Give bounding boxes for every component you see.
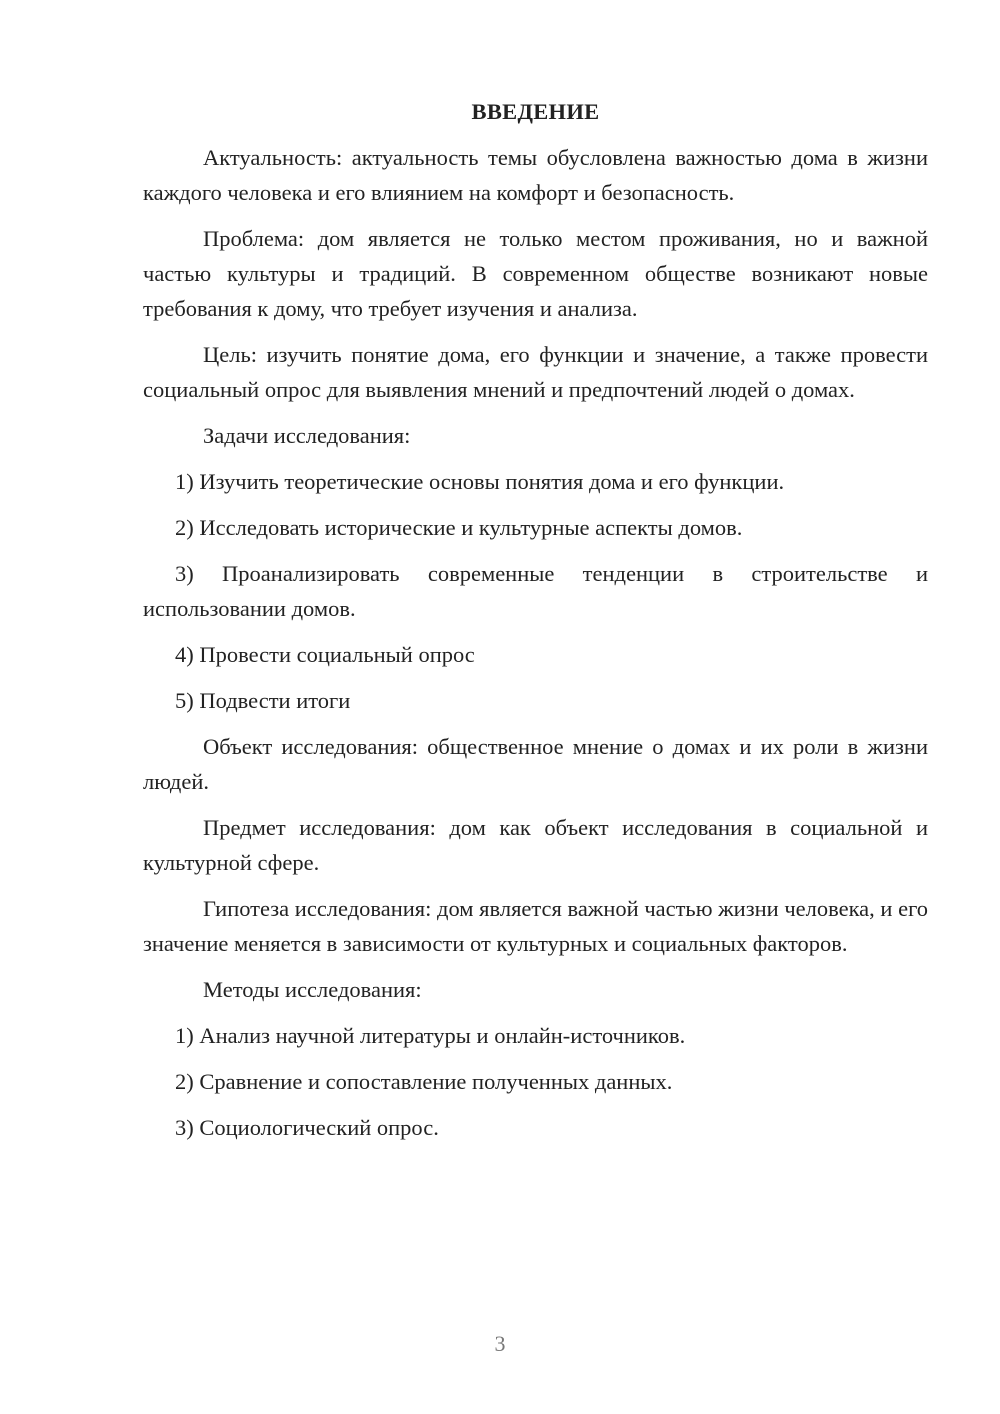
object-paragraph: Объект исследования: общественное мнение о домах и их роли в жизни людей. xyxy=(143,734,928,794)
method-item-1: 1) Анализ научной литературы и онлайн-источников. xyxy=(175,1023,686,1048)
tasks-heading: Задачи исследования: xyxy=(203,423,411,448)
hypothesis-paragraph: Гипотеза исследования: дом является важной частью жизни человека, и его значение меняется в зависимости от культурных и социальных факторов. xyxy=(143,896,928,956)
subject-paragraph: Предмет исследования: дом как объект исследования в социальной и культурной сфере. xyxy=(143,815,928,875)
task-item-2: 2) Исследовать исторические и культурные аспекты домов. xyxy=(175,515,743,540)
section-title: ВВЕДЕНИЕ xyxy=(471,99,600,124)
problem-paragraph: Проблема: дом является не только местом проживания, но и важной частью культуры и традиций. В современном обществе возникают новые требования к дому, что требует изучения и анализа. xyxy=(143,226,928,321)
task-item-4: 4) Провести социальный опрос xyxy=(175,642,475,667)
page-content xyxy=(143,94,928,1156)
relevance-paragraph: Актуальность: актуальность темы обусловлена важностью дома в жизни каждого человека и его влиянием на комфорт и безопасность. xyxy=(143,145,928,205)
methods-heading: Методы исследования: xyxy=(203,977,422,1002)
goal-paragraph: Цель: изучить понятие дома, его функции и значение, а также провести социальный опрос для выявления мнений и предпочтений людей о домах. xyxy=(143,342,928,402)
task-item-1: 1) Изучить теоретические основы понятия дома и его функции. xyxy=(175,469,785,494)
page-number: 3 xyxy=(494,1331,506,1356)
task-item-5: 5) Подвести итоги xyxy=(175,688,351,713)
task-item-3: 3) Проанализировать современные тенденции в строительстве и использовании домов. xyxy=(143,561,928,621)
method-item-3: 3) Социологический опрос. xyxy=(175,1115,439,1140)
method-item-2: 2) Сравнение и сопоставление полученных данных. xyxy=(175,1069,673,1094)
